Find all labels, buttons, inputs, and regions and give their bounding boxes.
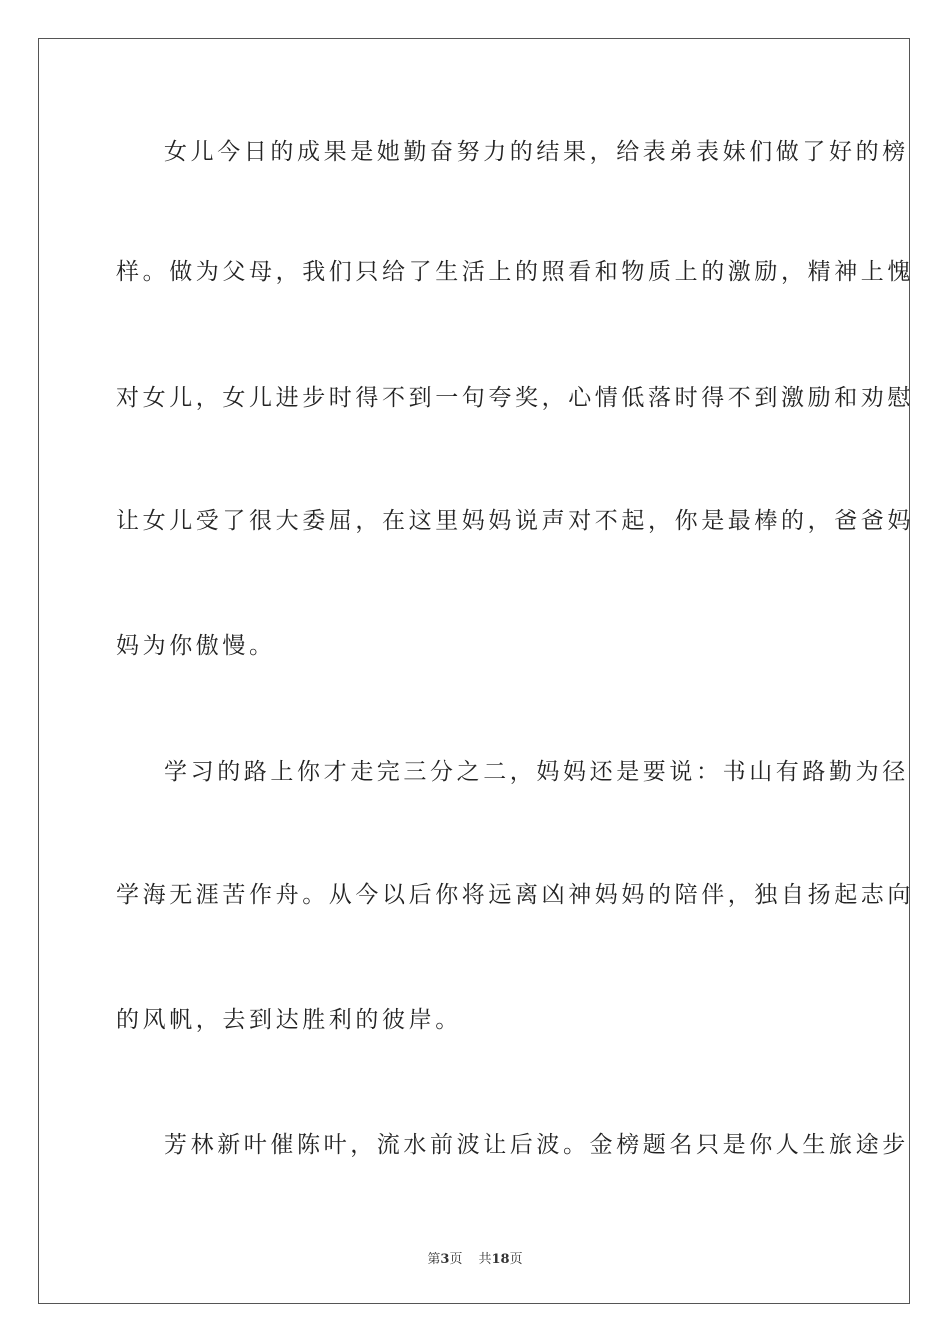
- paragraph-2-line-1: 学习的路上你才走完三分之二，妈妈还是要说：书山有路勤为径: [164, 759, 909, 785]
- paragraph-1-line-1: 女儿今日的成果是她勤奋努力的结果，给表弟表妹们做了好的榜: [164, 139, 909, 165]
- paragraph-1-line-3: 对女儿，女儿进步时得不到一句夸奖，心情低落时得不到激励和劝慰: [116, 385, 914, 411]
- current-page-number: 3: [440, 1252, 450, 1267]
- footer-total-suffix: 页: [509, 1252, 523, 1267]
- page-border: [38, 38, 910, 1304]
- footer-page-suffix: 页: [449, 1252, 463, 1267]
- footer-prefix: 第: [427, 1252, 441, 1267]
- paragraph-2-line-2: 学海无涯苦作舟。从今以后你将远离凶神妈妈的陪伴，独自扬起志向: [116, 882, 914, 908]
- page-footer: [0, 1248, 950, 1267]
- paragraph-2-line-3: 的风帆，去到达胜利的彼岸。: [116, 1007, 462, 1033]
- paragraph-3-line-1: 芳林新叶催陈叶，流水前波让后波。金榜题名只是你人生旅途步: [164, 1132, 909, 1158]
- paragraph-1-line-2: 样。做为父母，我们只给了生活上的照看和物质上的激励，精神上愧: [116, 259, 914, 285]
- paragraph-1-line-5: 妈为你傲慢。: [116, 633, 276, 659]
- total-pages-number: 18: [491, 1252, 510, 1267]
- paragraph-1-line-4: 让女儿受了很大委屈，在这里妈妈说声对不起，你是最棒的，爸爸妈: [116, 508, 914, 534]
- footer-total-prefix: 共: [478, 1252, 492, 1267]
